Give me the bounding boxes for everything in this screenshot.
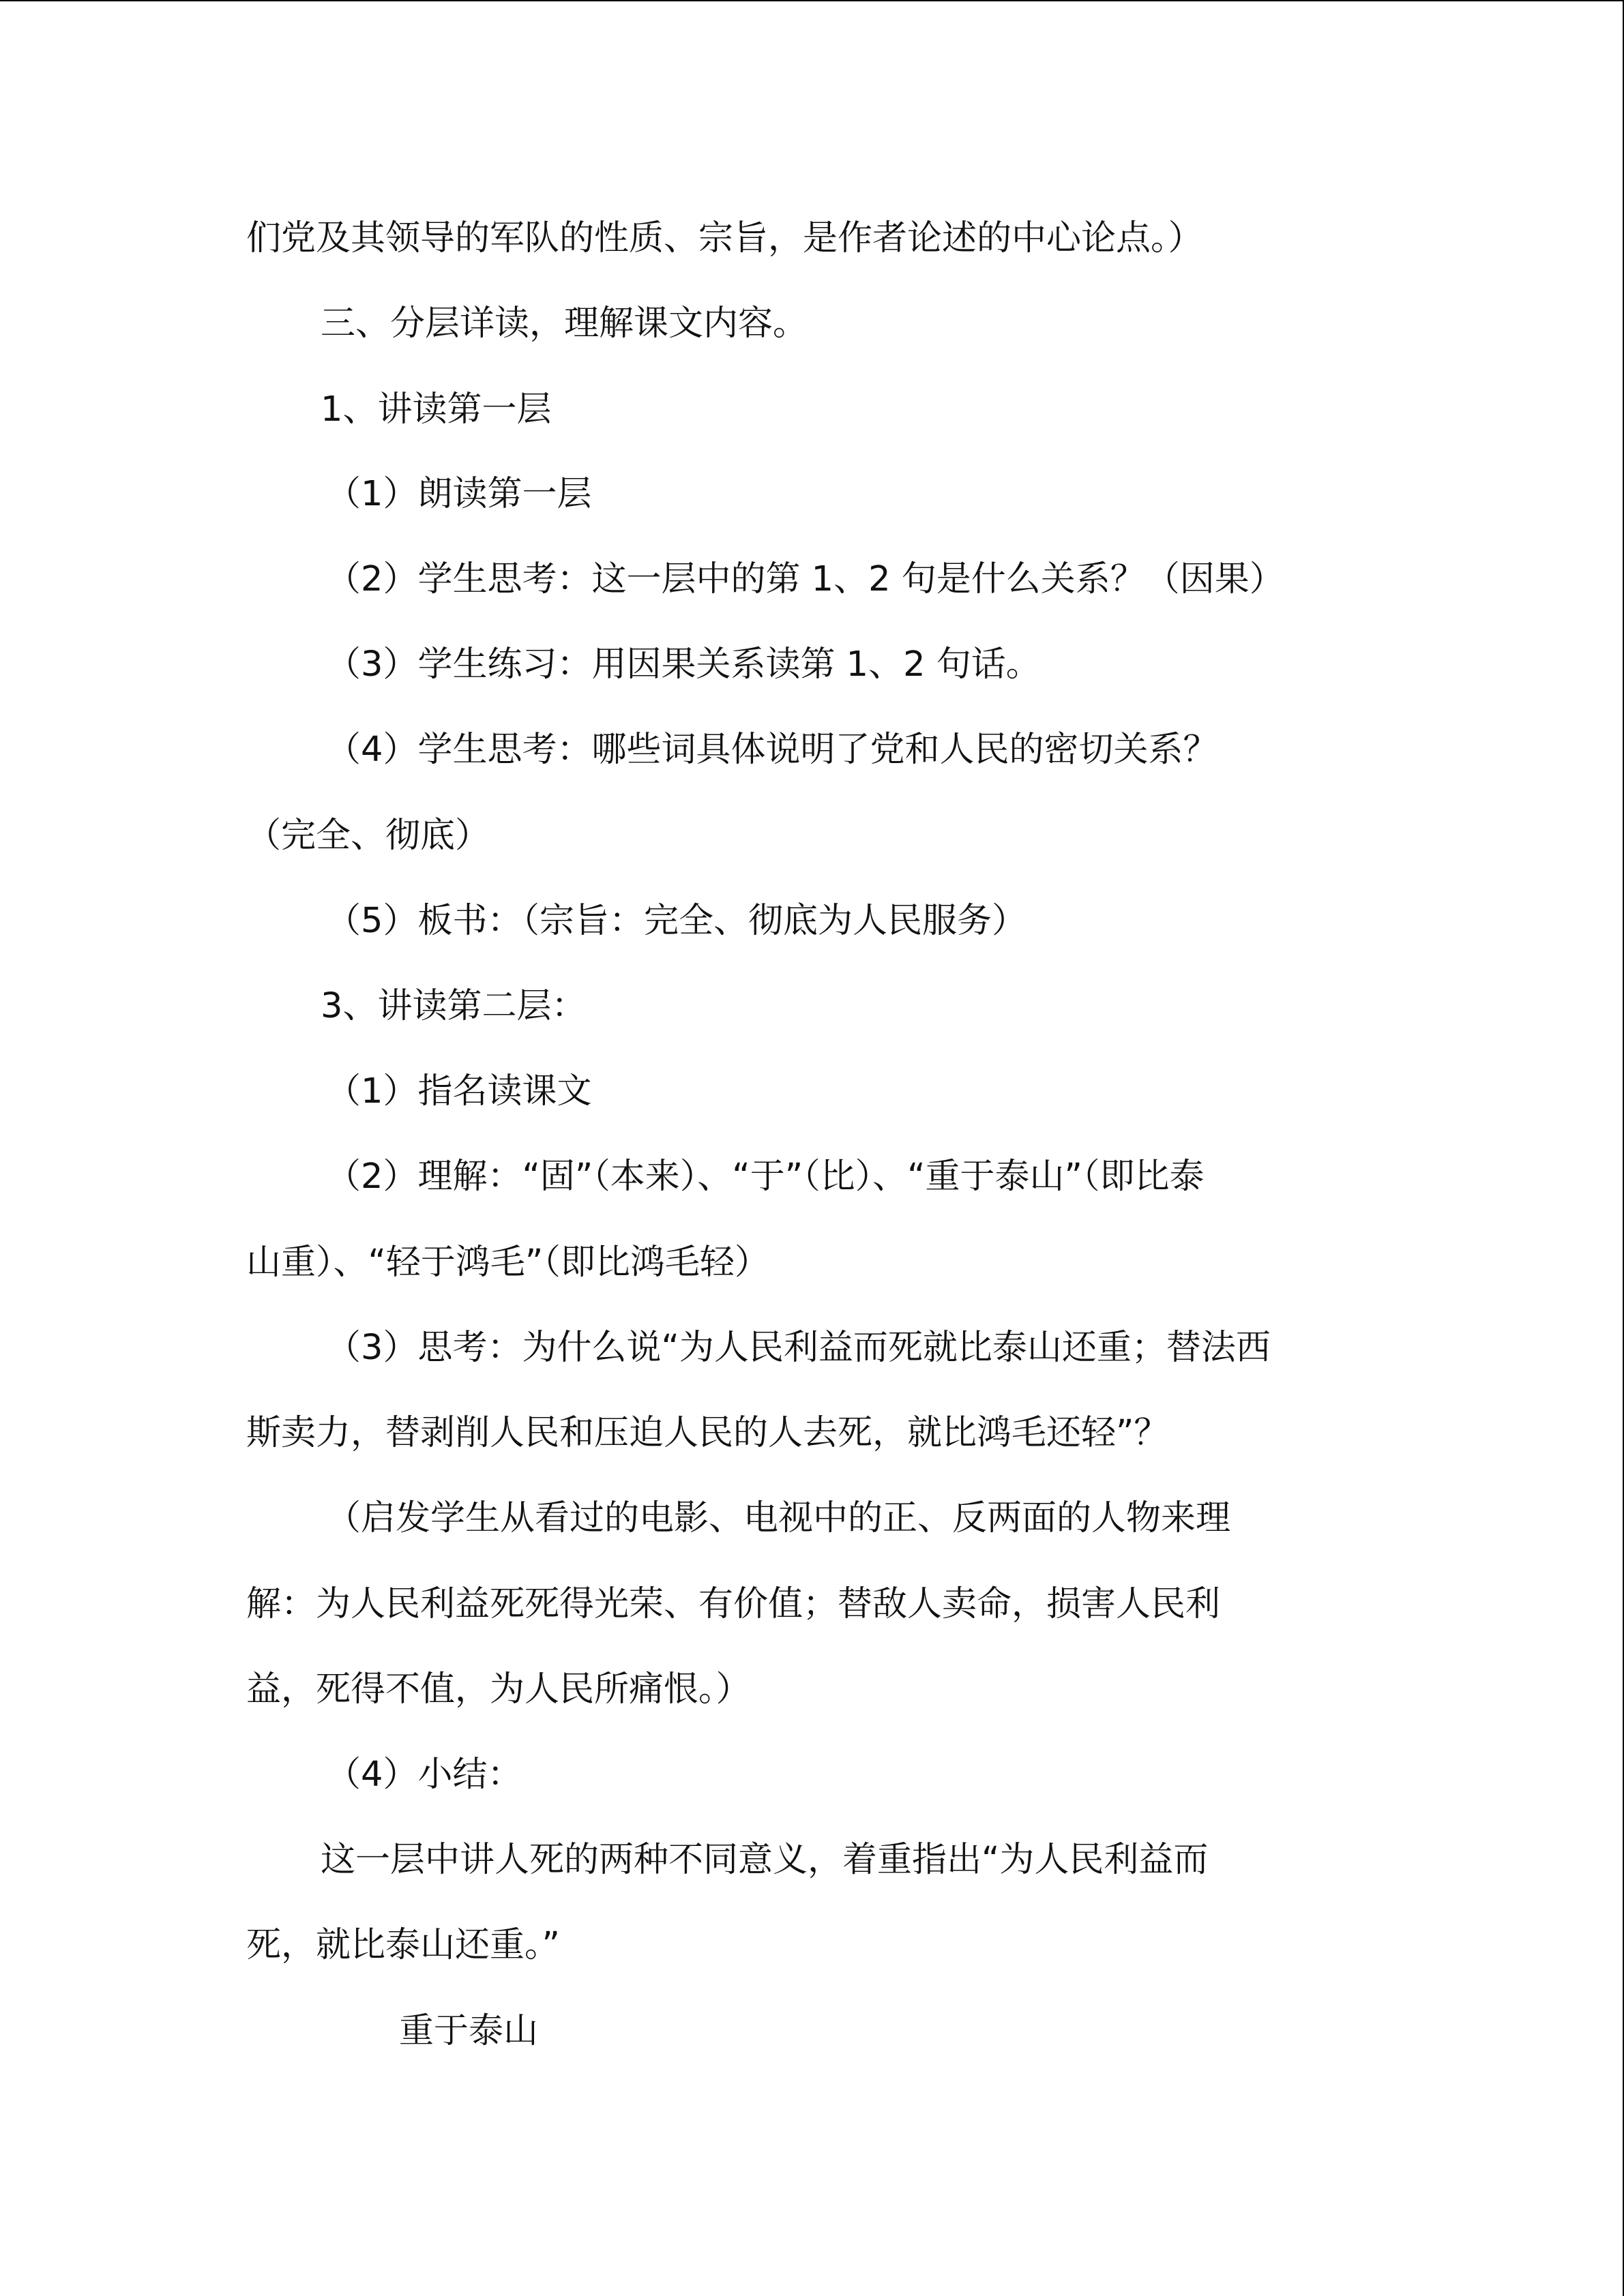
list-item: （4）小结：: [326, 1755, 522, 1795]
list-item: （3）学生练习：用因果关系读第 1、2 句话。: [326, 644, 1041, 685]
text-line: （完全、彻底）: [246, 816, 490, 856]
section-heading: 三、分层详读，理解课文内容。: [321, 303, 808, 344]
board-note: 重于泰山: [399, 2011, 539, 2051]
text-line: 这一层中讲人死的两种不同意义，着重指出“为人民利益而: [321, 1840, 1209, 1880]
list-item: （2）理解：“固”（本来）、“于”（比）、“重于泰山”（即比泰: [326, 1157, 1205, 1197]
list-item: （5）板书：（宗旨：完全、彻底为人民服务）: [326, 901, 1027, 941]
list-item: （2）学生思考：这一层中的第 1、2 句是什么关系？（因果）: [326, 559, 1284, 599]
text-line: 解：为人民利益死死得光荣、有价值；替敌人卖命，损害人民利: [246, 1584, 1221, 1624]
list-item: （1）指名读课文: [326, 1071, 592, 1112]
text-line: （启发学生从看过的电影、电视中的正、反两面的人物来理: [326, 1498, 1231, 1538]
text-line: 山重）、“轻于鸿毛”（即比鸿毛轻）: [246, 1242, 769, 1283]
subsection-heading: 3、讲读第二层：: [321, 986, 587, 1026]
list-item: （4）学生思考：哪些词具体说明了党和人民的密切关系？: [326, 730, 1218, 770]
text-line: 们党及其领导的军队的性质、宗旨，是作者论述的中心论点。）: [246, 218, 1203, 258]
list-item: （3）思考：为什么说“为人民利益而死就比泰山还重；替法西: [326, 1328, 1271, 1368]
list-item: （1）朗读第一层: [326, 474, 592, 514]
text-line: 益，死得不值，为人民所痛恨。）: [246, 1669, 751, 1710]
subsection-heading: 1、讲读第一层: [321, 389, 552, 430]
text-line: 死，就比泰山还重。”: [246, 1925, 560, 1965]
text-line: 斯卖力，替剥削人民和压迫人民的人去死，就比鸿毛还轻”？: [246, 1413, 1169, 1453]
